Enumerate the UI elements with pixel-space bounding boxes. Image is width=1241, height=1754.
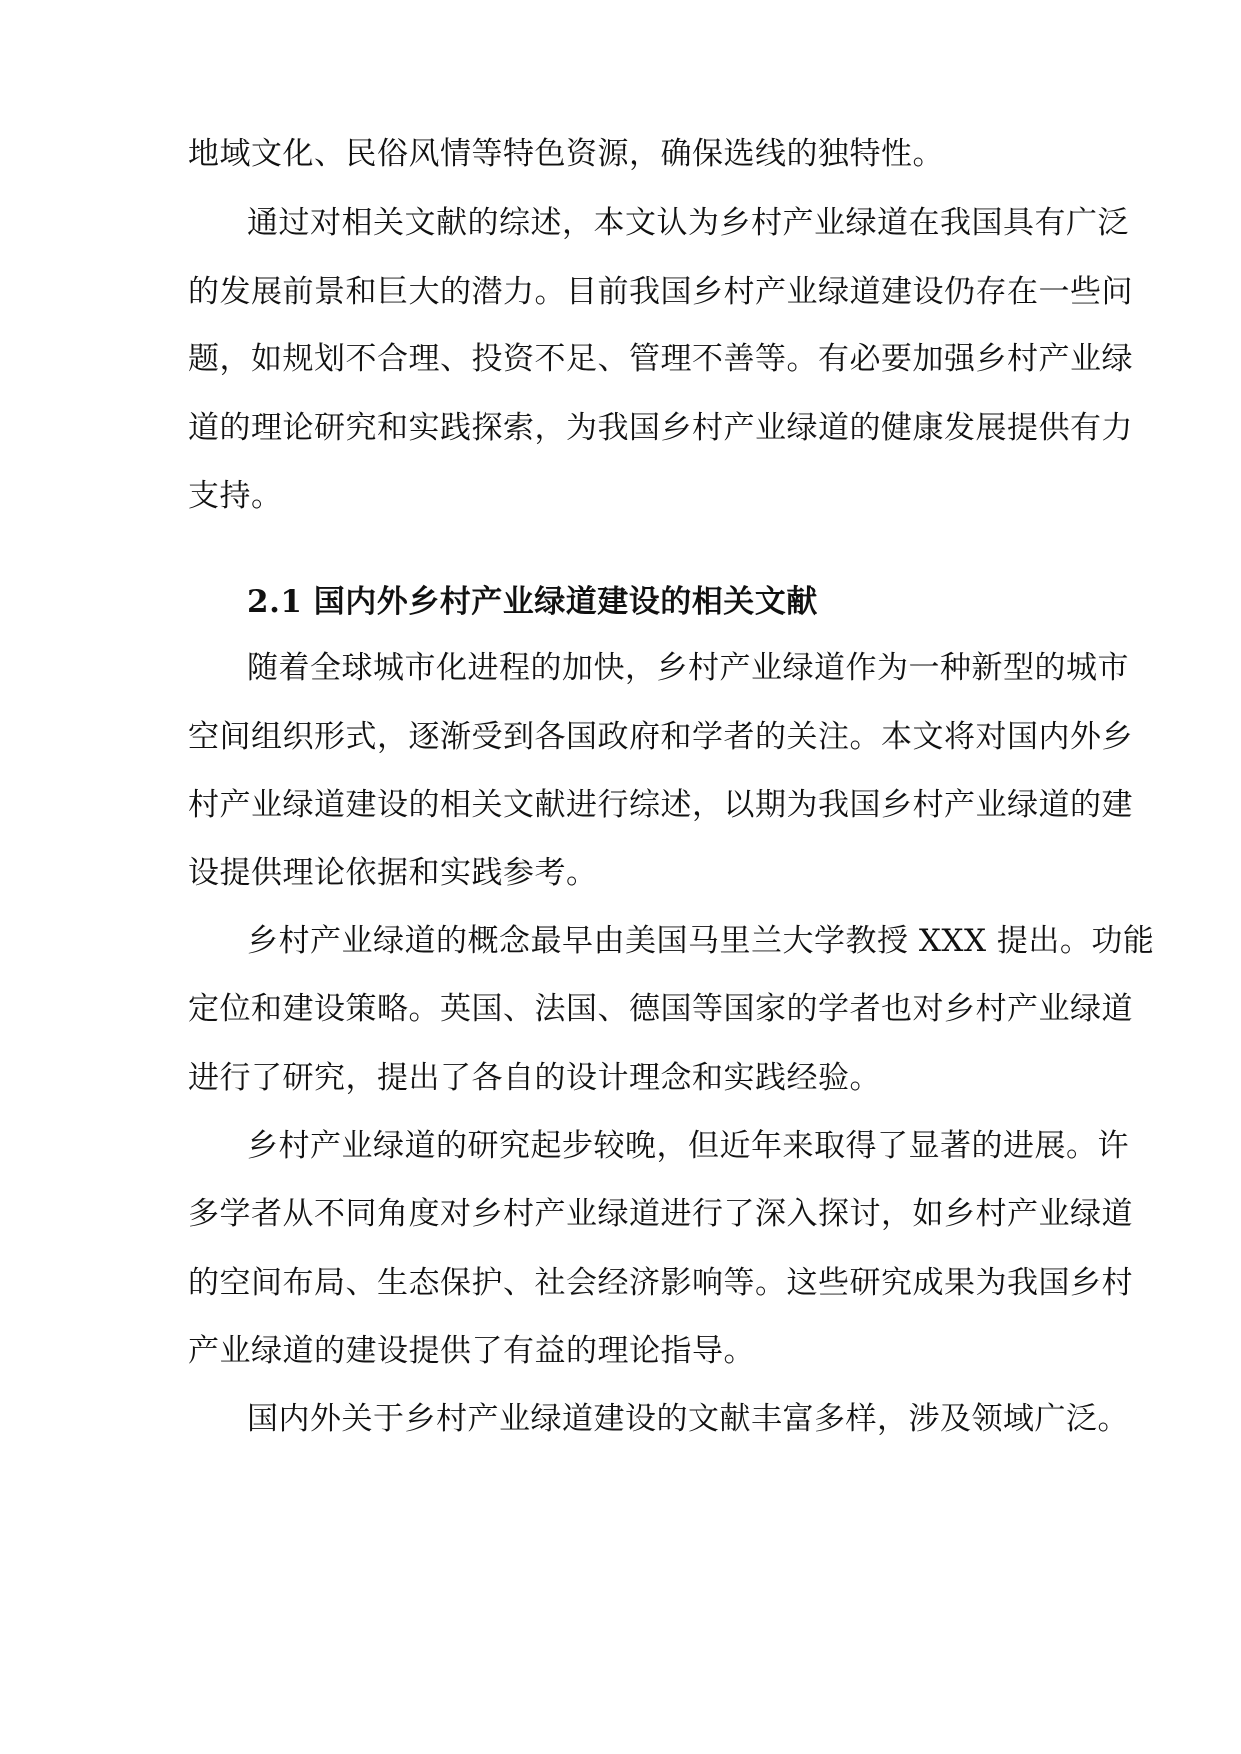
paragraph-3-line-1: 随着全球城市化进程的加快，乡村产业绿道作为一种新型的城市 [247, 650, 1129, 686]
paragraph-3-line-4: 设提供理论依据和实践参考。 [188, 855, 598, 891]
paragraph-2-line-4: 道的理论研究和实践探索，为我国乡村产业绿道的健康发展提供有力 [188, 410, 1133, 446]
paragraph-5-line-4: 产业绿道的建设提供了有益的理论指导。 [188, 1333, 755, 1369]
paragraph-3-line-2: 空间组织形式，逐渐受到各国政府和学者的关注。本文将对国内外乡 [188, 719, 1133, 755]
paragraph-3-line-3: 村产业绿道建设的相关文献进行综述，以期为我国乡村产业绿道的建 [188, 787, 1133, 823]
paragraph-1-line-1: 地域文化、民俗风情等特色资源，确保选线的独特性。 [188, 136, 944, 172]
paragraph-5-line-3: 的空间布局、生态保护、社会经济影响等。这些研究成果为我国乡村 [188, 1265, 1133, 1301]
section-heading: 2.1 国内外乡村产业绿道建设的相关文献 [247, 584, 818, 620]
paragraph-4-line-1: 乡村产业绿道的概念最早由美国马里兰大学教授 XXX 提出。功能 [247, 923, 1155, 959]
paragraph-2-line-3: 题，如规划不合理、投资不足、管理不善等。有必要加强乡村产业绿 [188, 341, 1133, 377]
paragraph-5-line-1: 乡村产业绿道的研究起步较晚，但近年来取得了显著的进展。许 [247, 1128, 1129, 1164]
paragraph-5-line-2: 多学者从不同角度对乡村产业绿道进行了深入探讨，如乡村产业绿道 [188, 1196, 1133, 1232]
paragraph-2-line-5: 支持。 [188, 478, 283, 514]
paragraph-2-line-2: 的发展前景和巨大的潜力。目前我国乡村产业绿道建设仍存在一些问 [188, 274, 1133, 310]
paragraph-6-line-1: 国内外关于乡村产业绿道建设的文献丰富多样，涉及领域广泛。 [247, 1401, 1129, 1437]
paragraph-2-line-1: 通过对相关文献的综述，本文认为乡村产业绿道在我国具有广泛 [247, 205, 1129, 241]
paragraph-4-line-3: 进行了研究，提出了各自的设计理念和实践经验。 [188, 1060, 881, 1096]
paragraph-4-line-2: 定位和建设策略。英国、法国、德国等国家的学者也对乡村产业绿道 [188, 991, 1133, 1027]
